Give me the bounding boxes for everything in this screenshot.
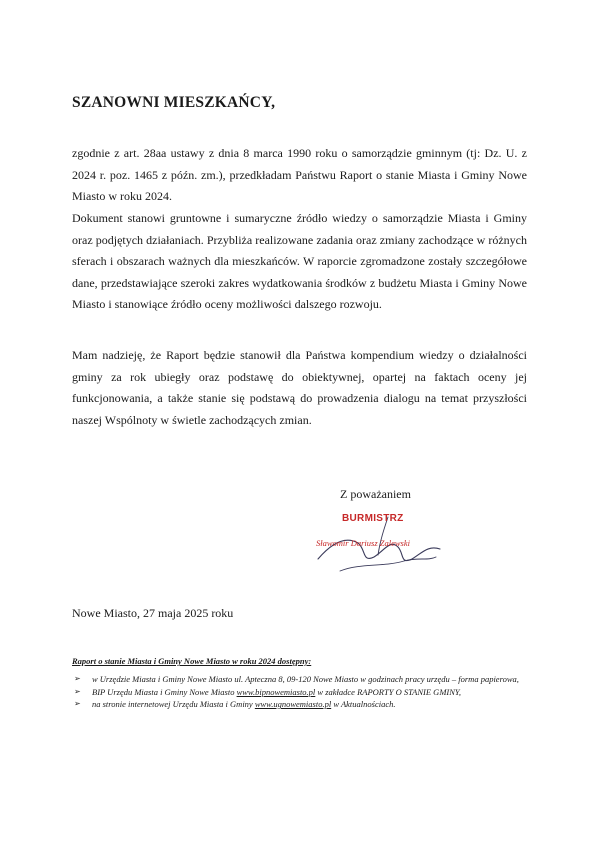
- list-item-text: na stronie internetowej Urzędu Miasta i Gminy: [92, 699, 255, 709]
- bip-link[interactable]: www.bipnowemiasto.pl: [236, 686, 316, 697]
- availability-list: [72, 674, 534, 712]
- website-link[interactable]: www.ugnowemiasto.pl: [254, 699, 332, 709]
- paragraph-description: Dokument stanowi gruntowne i sumaryczne źródło wiedzy o samorządzie Miasta i Gminy oraz podjętych działaniach. Przybliża realizowane zadania oraz zmiany zachodzące w różnych sferach i obszarach ważnych dla mieszkańców. W raporcie zgromadzone zostały szczegółowe dane, przedstawiające szeroki zakres wydatkowania środków z budżetu Miasta i Gminy Nowe Miasto i stanowiące źródło oceny możliwości dalszego rozwoju.: [72, 211, 527, 311]
- list-item: [72, 687, 534, 698]
- place-and-date: Nowe Miasto, 27 maja 2025 roku: [72, 606, 234, 620]
- stamp-name: Sławomir Dariusz Zalewski: [316, 538, 410, 548]
- page-title: SZANOWNI MIESZKAŃCY,: [72, 94, 276, 111]
- paragraph-hope: Mam nadzieję, że Raport będzie stanowił dla Państwa kompendium wiedzy o działalności gminy za rok ubiegły oraz podstawę do obiektywnej, opartej na faktach oceny jej funkcjonowania, a także stanie się podstawą do prowadzenia dialogu na temat przyszłości naszej Wspólnoty w świetle zachodzących zmian.: [72, 348, 527, 427]
- list-item: [72, 699, 534, 710]
- paragraph-intro: zgodnie z art. 28aa ustawy z dnia 8 marca 1990 roku o samorządzie gminnym (tj: Dz. U. z 2024 r. poz. 1465 z późn. zm.), przedkładam Państwu Raport o stanie Miasta i Gminy Nowe Miasto w roku 2024.: [72, 146, 527, 203]
- stamp-title: BURMISTRZ: [342, 513, 404, 524]
- list-item: [72, 674, 534, 685]
- arrow-bullet-icon: ➢: [74, 686, 81, 696]
- list-item-text-after: w zakładce RAPORTY O STANIE GMINY,: [315, 686, 461, 697]
- list-item-text: w Urzędzie Miasta i Gminy Nowe Miasto ul. Aptеczna 8, 09-120 Nowe Miasto w godzinach pracy urzędu – forma papierowa,: [92, 674, 519, 684]
- arrow-bullet-icon: ➢: [74, 699, 81, 708]
- list-item-text-after: w Aktualnościach.: [331, 699, 396, 709]
- closing-phrase: Z poważaniem: [340, 487, 411, 501]
- availability-title: Raport o stanie Miasta i Gminy Nowe Miasto w roku 2024 dostępny:: [72, 656, 312, 666]
- arrow-bullet-icon: ➢: [74, 674, 81, 683]
- signature-stamp: [300, 505, 470, 585]
- list-item-text: BIP Urzędu Miasta i Gminy Nowe Miasto: [92, 686, 237, 697]
